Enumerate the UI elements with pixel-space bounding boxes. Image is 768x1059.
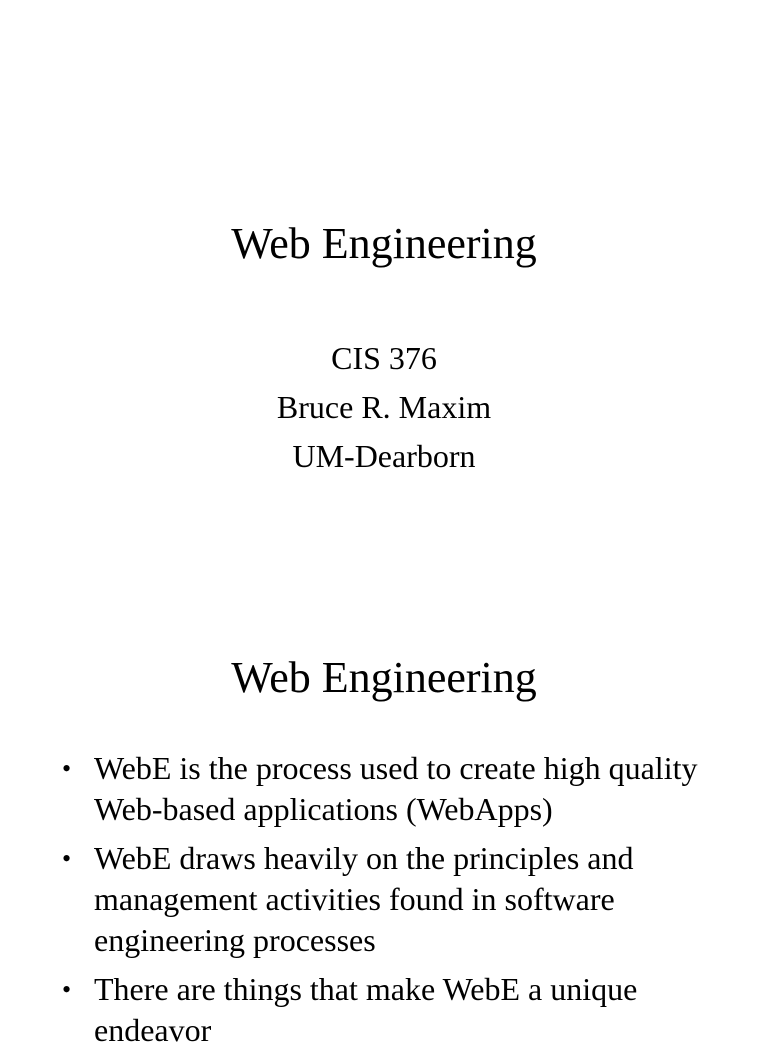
list-item (62, 748, 722, 830)
subtitle-block (0, 334, 768, 481)
list-item (62, 838, 722, 961)
bullet-text: WebE is the process used to create high quality Web-based applications (WebApps) (94, 750, 698, 827)
slide-title: Web Engineering (231, 219, 537, 268)
content-slide (0, 600, 768, 1048)
list-item (62, 969, 722, 1051)
bullet-icon: • (62, 844, 72, 873)
institution: UM-Dearborn (292, 438, 476, 474)
bullet-text: There are things that make WebE a unique endeavor (94, 971, 638, 1048)
bullet-list (62, 748, 722, 1059)
slide-title: Web Engineering (231, 653, 537, 702)
bullet-icon: • (62, 975, 72, 1004)
bullet-text: WebE draws heavily on the principles and management activities found in software engineering processes (94, 840, 634, 958)
bullet-icon: • (62, 754, 72, 783)
author-name: Bruce R. Maxim (276, 389, 492, 425)
course-code: CIS 376 (331, 340, 437, 376)
